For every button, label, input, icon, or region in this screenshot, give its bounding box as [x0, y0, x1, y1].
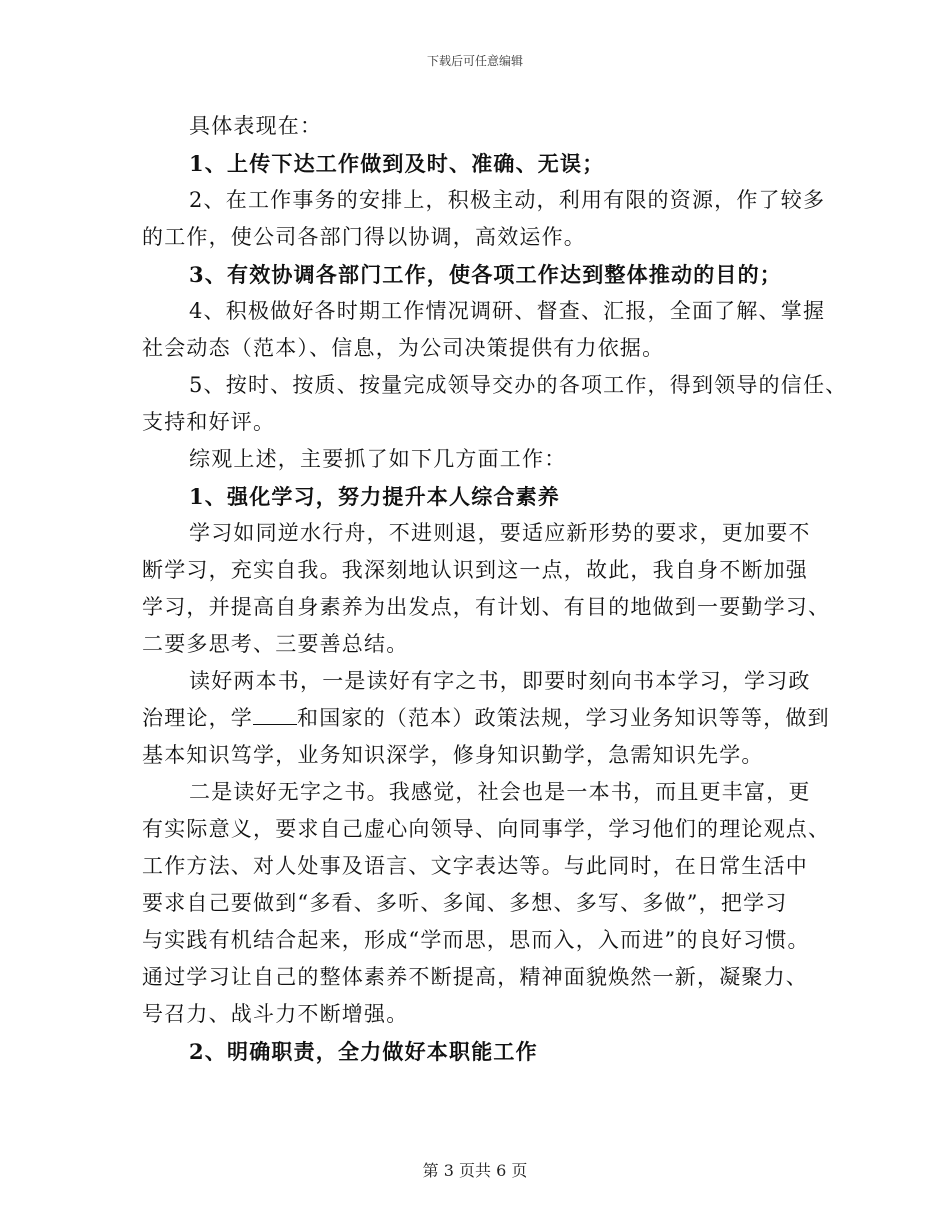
- section-heading: 1、上传下达工作做到及时、准确、无误；: [189, 151, 605, 176]
- document-body: [142, 108, 848, 1070]
- text-line: 支持和好评。: [142, 410, 276, 434]
- fill-in-blank: [253, 706, 297, 725]
- text-line: 4、积极做好各时期工作情况调研、督查、汇报，全面了解、掌握: [189, 299, 826, 323]
- text-line: 的工作，使公司各部门得以协调，高效运作。: [142, 225, 586, 249]
- text-line: 读好两本书，一是读好有字之书，即要时刻向书本学习，学习政: [189, 669, 811, 693]
- text-line: 二要多思考、三要善总结。: [142, 632, 409, 656]
- text-line: 断学习，充实自我。我深刻地认识到这一点，故此，我自身不断加强: [142, 558, 808, 582]
- page-header: 下载后可任意编辑: [426, 54, 523, 68]
- text-before-blank: 治理论，学: [142, 706, 253, 730]
- section-heading: 3、有效协调各部门工作，使各项工作达到整体推动的目的；: [189, 262, 783, 287]
- text-line: 具体表现在：: [189, 114, 323, 138]
- text-line: 要求自己要做到“多看、多听、多闻、多想、多写、多做”，把学习: [142, 891, 788, 915]
- text-line: 基本知识笃学，业务知识深学，修身知识勤学，急需知识先学。: [142, 743, 764, 767]
- text-line: 与实践有机结合起来，形成“学而思，思而入，入而进”的良好习惯。: [142, 928, 810, 952]
- text-line: 通过学习让自己的整体素养不断提高，精神面貌焕然一新，凝聚力、: [142, 965, 808, 989]
- text-line: 号召力、战斗力不断增强。: [142, 1002, 409, 1026]
- text-line: 工作方法、对人处事及语言、文字表达等。与此同时，在日常生活中: [142, 854, 808, 878]
- text-line-with-blank: [142, 700, 830, 737]
- text-line: 5、按时、按质、按量完成领导交办的各项工作，得到领导的信任、: [189, 373, 848, 397]
- text-line: 2、在工作事务的安排上，积极主动，利用有限的资源，作了较多: [189, 188, 826, 212]
- text-line: 学习，并提高自身素养为出发点，有计划、有目的地做到一要勤学习、: [142, 595, 831, 619]
- text-line: 有实际意义，要求自己虚心向领导、向同事学，学习他们的理论观点、: [142, 817, 831, 841]
- text-line: 学习如同逆水行舟，不进则退，要适应新形势的要求，更加要不: [189, 521, 811, 545]
- text-after-blank: 和国家的（范本）政策法规，学习业务知识等等，做到: [297, 706, 830, 730]
- section-heading: 1、强化学习，努力提升本人综合素养: [189, 484, 561, 509]
- page-footer: 第 3 页共 6 页: [422, 1161, 528, 1180]
- text-line: 二是读好无字之书。我感觉，社会也是一本书，而且更丰富，更: [189, 780, 811, 804]
- text-line: 社会动态（范本）、信息，为公司决策提供有力依据。: [142, 336, 665, 360]
- text-line: 综观上述，主要抓了如下几方面工作：: [189, 447, 567, 471]
- section-heading: 2、明确职责，全力做好本职能工作: [189, 1039, 538, 1064]
